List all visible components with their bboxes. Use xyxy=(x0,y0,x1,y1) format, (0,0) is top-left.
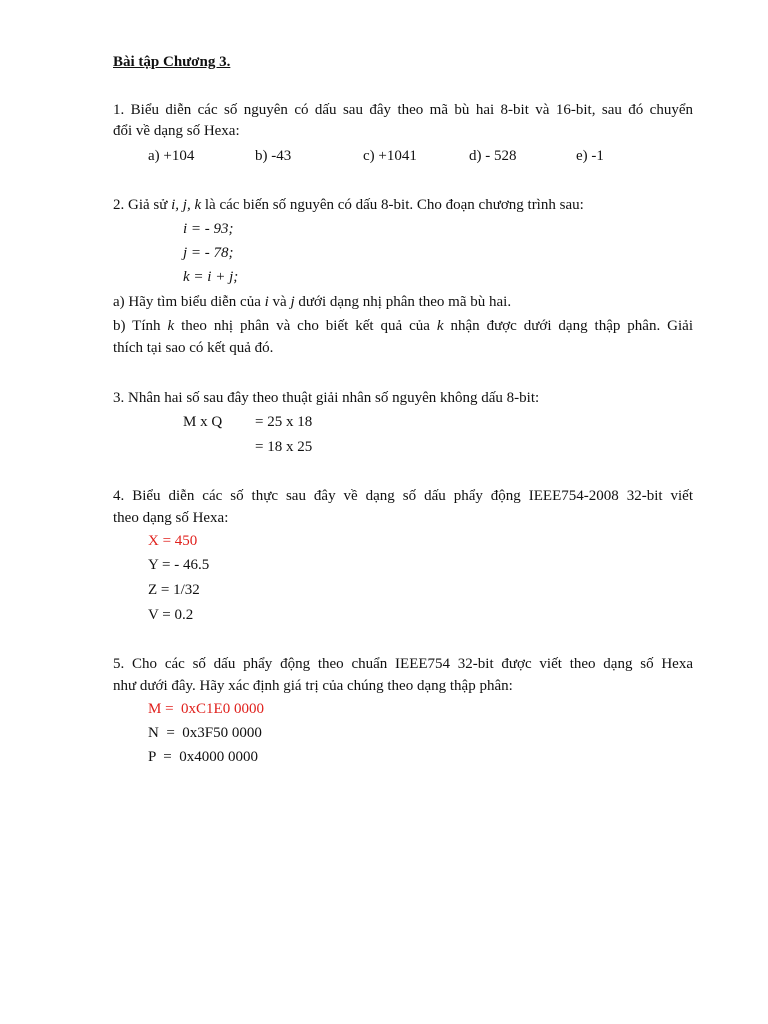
q4-item-y: Y = - 46.5 xyxy=(148,557,210,573)
q2-b-text-3: nhận được dưới dạng thập phân. Giải xyxy=(443,318,693,334)
q4-item-v: V = 0.2 xyxy=(148,607,194,623)
q3-expression-1: = 25 x 18 xyxy=(255,414,313,430)
page-title: Bài tập Chương 3. xyxy=(113,54,231,70)
q1-line-1: 1. Biểu diễn các số nguyên có dấu sau đây theo mã bù hai 8-bit và 16-bit, sau đó chuyển xyxy=(113,102,693,118)
q1-option-e: e) -1 xyxy=(576,148,604,164)
q3-label: M x Q xyxy=(183,414,223,430)
q1-option-c: c) +1041 xyxy=(363,148,417,164)
q5-item-p: P = 0x4000 0000 xyxy=(148,749,258,765)
q1-option-a: a) +104 xyxy=(148,148,195,164)
q2-b-text-2: theo nhị phân và cho biết kết quả của xyxy=(174,318,437,334)
q2-a-var-i: i xyxy=(264,294,269,310)
q1-line-2: đổi về dạng số Hexa: xyxy=(113,123,240,139)
q4-line-2: theo dạng số Hexa: xyxy=(113,510,229,526)
q5-line-2: như dưới đây. Hãy xác định giá trị của chúng theo dạng thập phân: xyxy=(113,678,513,694)
q4-line-1: 4. Biểu diễn các số thực sau đây về dạng số dấu phẩy động IEEE754-2008 32-bit viết xyxy=(113,488,693,504)
q5-line-1: 5. Cho các số dấu phẩy động theo chuẩn IEEE754 32-bit được viết theo dạng số Hexa xyxy=(113,656,693,672)
q2-part-a xyxy=(113,292,511,312)
q4-item-z: Z = 1/32 xyxy=(148,582,200,598)
q3-expression-2: = 18 x 25 xyxy=(255,439,313,455)
q2-part-b-line-1 xyxy=(113,316,693,336)
q5-item-n: N = 0x3F50 0000 xyxy=(148,725,262,741)
q2-code-line-3: k = i + j; xyxy=(183,269,239,285)
q5-item-m: M = 0xC1E0 0000 xyxy=(148,701,264,717)
q2-a-text-3: dưới dạng nhị phân theo mã bù hai. xyxy=(294,294,512,310)
q2-b-var-k-2: k xyxy=(436,318,444,334)
q2-b-text-1: b) Tính xyxy=(113,318,168,334)
q2-intro xyxy=(113,195,584,215)
q3-intro: 3. Nhân hai số sau đây theo thuật giải nhân số nguyên không dấu 8-bit: xyxy=(113,390,540,406)
q2-a-var-j: j xyxy=(290,294,295,310)
q2-intro-start: 2. Giả sử xyxy=(113,197,172,213)
q2-a-text-1: a) Hãy tìm biểu diễn của xyxy=(113,294,265,310)
q4-item-x: X = 450 xyxy=(148,533,198,549)
q2-a-text-2: và xyxy=(268,294,291,310)
q2-code-line-1: i = - 93; xyxy=(183,221,234,237)
q1-option-d: d) - 528 xyxy=(469,148,517,164)
q2-part-b-line-2: thích tại sao có kết quả đó. xyxy=(113,340,274,356)
q2-b-var-k-1: k xyxy=(167,318,175,334)
q1-option-b: b) -43 xyxy=(255,148,292,164)
q2-variable-names: i, j, k xyxy=(171,197,202,213)
q2-code-line-2: j = - 78; xyxy=(183,245,234,261)
q2-intro-end: là các biến số nguyên có dấu 8-bit. Cho đoạn chương trình sau: xyxy=(201,197,584,213)
